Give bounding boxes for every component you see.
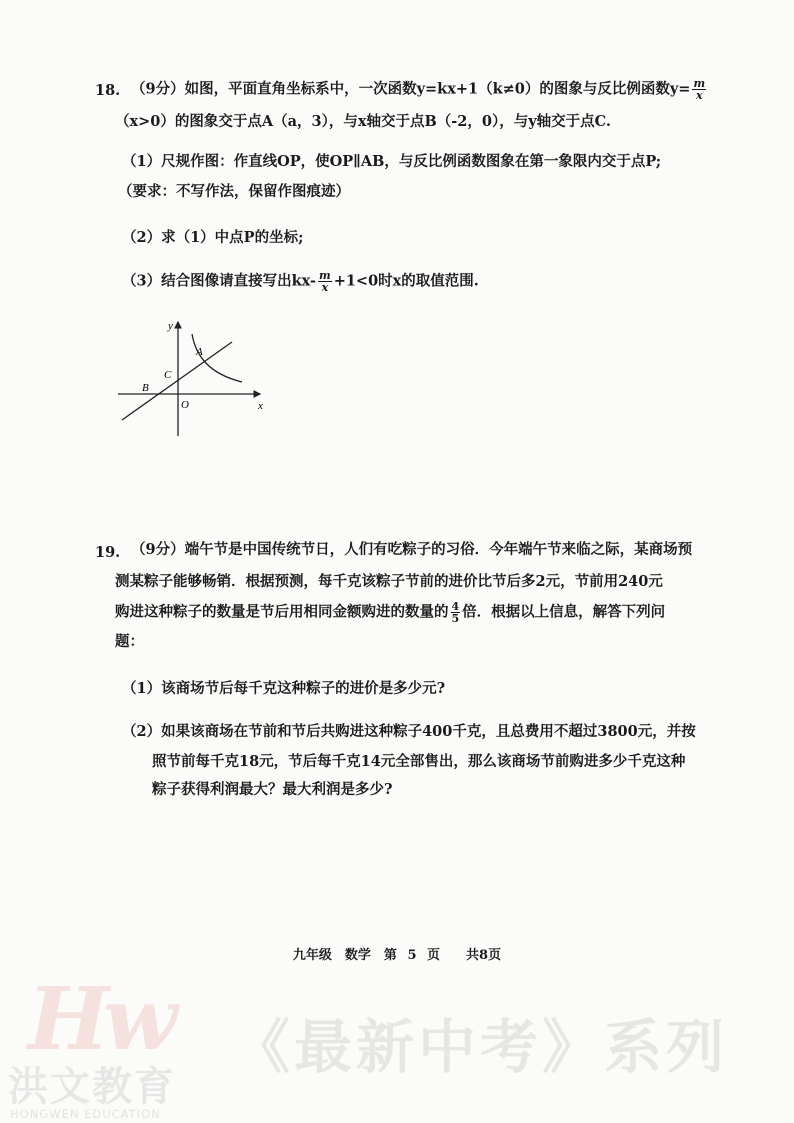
frac-numerator: m <box>319 269 331 282</box>
q19-line3-text-a: 购进这种粽子的数量是节后用相同金额购进的数量的 <box>115 603 449 621</box>
q19-part2-c: 粽子获得利润最大？最大利润是多少? <box>152 781 393 798</box>
frac-numerator: 4 <box>451 600 460 613</box>
q18-part3-fraction <box>318 270 332 293</box>
series-watermark: 《最新中考》系列 <box>232 1013 729 1081</box>
q18-line2: （x>0）的图象交于点A（a，3），与x轴交于点B（-2，0），与y轴交于点C. <box>115 113 611 130</box>
page-footer: 九年级 数学 第 5 页 共8页 <box>292 948 502 963</box>
frac-denominator: x <box>321 281 329 294</box>
q18-part2: （2）求（1）中点P的坐标; <box>122 229 304 246</box>
hyperbola-curve <box>192 334 242 382</box>
q19-line3 <box>115 601 665 624</box>
label-y: y <box>168 320 173 332</box>
q19-part2-a: （2）如果该商场在节前和节后共购进这种粽子400千克，且总费用不超过3800元，并按 <box>122 723 696 740</box>
hongwen-logo-watermark <box>8 969 208 1123</box>
q19-part1: （1）该商场节后每千克这种粽子的进价是多少元? <box>122 680 446 697</box>
q19-part2-b: 照节前每千克18元，节后每千克14元全部售出，那么该商场节前购进多少千克这种 <box>152 753 686 770</box>
q18-part3-text-a: （3）结合图像请直接写出kx- <box>122 272 317 290</box>
q19-number: 19. <box>95 544 121 561</box>
q19-line3-text-b: 倍．根据以上信息，解答下列问 <box>462 603 666 621</box>
q19-line1: （9分）端午节是中国传统节日，人们有吃粽子的习俗．今年端午节来临之际，某商场预 <box>131 541 693 558</box>
logo-brand-cn: 洪文教育 <box>8 1064 176 1110</box>
linear-function-line <box>122 342 232 420</box>
label-B: B <box>142 382 149 394</box>
label-A: A <box>196 346 203 358</box>
q18-part3-text-b: +1<0时x的取值范围. <box>333 272 479 290</box>
label-C: C <box>164 369 172 381</box>
q18-part1-a: （1）尺规作图：作直线OP，使OP∥AB，与反比例函数图象在第一象限内交于点P; <box>122 153 662 170</box>
frac-denominator: 5 <box>451 612 460 625</box>
frac-denominator: x <box>695 89 703 102</box>
q19-fraction-4-5 <box>451 601 461 624</box>
frac-numerator: m <box>693 77 706 90</box>
q18-number: 18. <box>95 82 121 99</box>
q18-part1-b: （要求：不写作法，保留作图痕迹） <box>118 183 350 200</box>
label-O: O <box>181 399 189 411</box>
q18-fraction-m-over-x <box>692 78 706 101</box>
q19-line4: 题： <box>115 633 144 650</box>
q18-line1-text: （9分）如图，平面直角坐标系中，一次函数y=kx+1（k≠0）的图象与反比例函数y= <box>131 80 691 98</box>
q18-coordinate-graph <box>110 312 280 442</box>
logo-mark: Hw <box>28 969 172 1070</box>
logo-brand-en: HONGWEN EDUCATION <box>10 1107 161 1121</box>
q18-part3 <box>122 270 479 293</box>
q19-line2: 测某粽子能够畅销．根据预测，每千克该粽子节前的进价比节后多2元，节前用240元 <box>115 573 663 590</box>
label-x: x <box>258 400 263 412</box>
q18-line1 <box>131 78 708 101</box>
